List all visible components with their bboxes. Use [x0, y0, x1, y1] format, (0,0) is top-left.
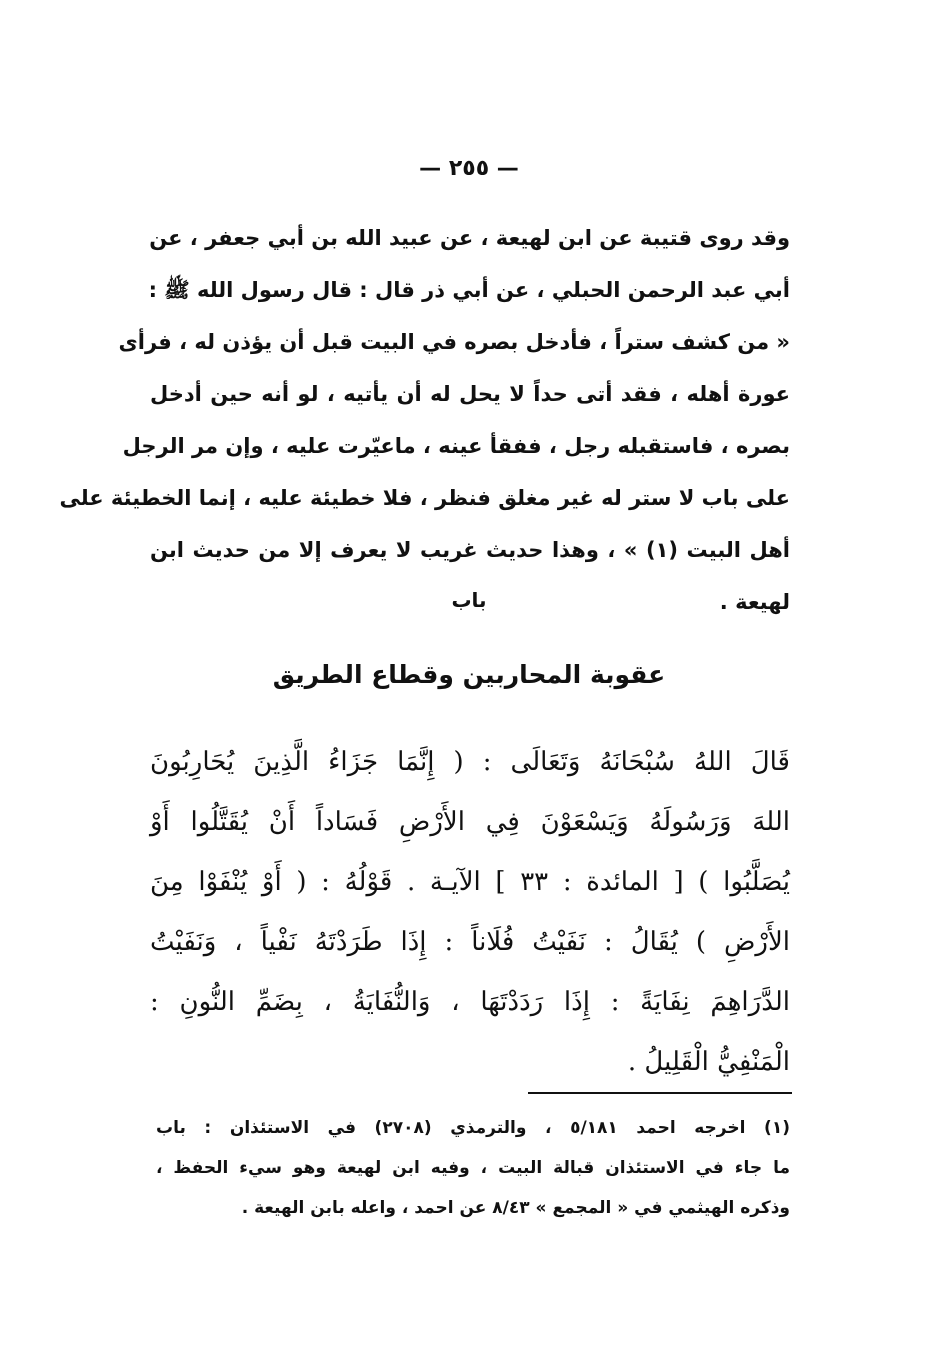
hadith-narration	[59, 212, 790, 628]
narration-line: أهل البيت (١) » ، وهذا حديث غريب لا يعرف إلا من حديث ابن	[150, 538, 790, 562]
footnote-divider	[528, 1092, 792, 1094]
commentary-line: الدَّرَاهِمَ نِفَايَةً : إِذَا رَدَدْتَهَا ، وَالنُّفَايَةُ ، بِضَمِّ النُّونِ :	[150, 987, 790, 1017]
narration-line: « من كشف ستراً ، فأدخل بصره في البيت قبل أن يؤذن له ، فرأى	[118, 330, 790, 354]
narration-line: بصره ، فاستقبله رجل ، ففقأ عينه ، ماعيّرت عليه ، وإن مر الرجل	[122, 434, 790, 458]
footnotes	[156, 1108, 790, 1228]
narration-line: على باب لا ستر له غير مغلق فنظر ، فلا خطيئة عليه ، إنما الخطيئة على	[59, 486, 790, 510]
footnote-line: (١) اخرجه احمد ٥/١٨١ ، والترمذي (٢٧٠٨) في الاستئذان : باب	[156, 1118, 790, 1138]
chapter-title: عقوبة المحاربين وقطاع الطريق	[272, 660, 666, 689]
narration-line: وقد روى قتيبة عن ابن لهيعة ، عن عبيد الله بن أبي جعفر ، عن	[149, 226, 790, 250]
commentary-line: اللهَ وَرَسُولَهُ وَيَسْعَوْنَ فِي الأَرْضِ فَسَاداً أَنْ يُقَتَّلُوا أَوْ	[150, 807, 790, 837]
narration-line: عورة أهله ، فقد أتى حداً لا يحل له أن يأتيه ، لو أنه حين أدخل	[150, 382, 790, 406]
page-number: — ٢٥٥ —	[419, 156, 519, 181]
footnote-line: وذكره الهيثمي في « المجمع » ٨/٤٣ عن احمد ، واعله بابن الهيعة .	[241, 1198, 790, 1218]
narration-line: لهيعة .	[719, 590, 790, 614]
quran-commentary	[150, 732, 790, 1092]
commentary-line: الْمَنْفِيُّ الْقَلِيلُ .	[627, 1047, 790, 1077]
chapter-label: باب	[451, 588, 487, 612]
footnote-line: ما جاء في الاستئذان قبالة البيت ، وفيه ابن لهيعة وهو سيء الحفظ ،	[156, 1158, 790, 1178]
commentary-line: يُصَلَّبُوا ) [ المائدة : ٣٣ ] الآيـة . قَوْلُهُ : ( أَوْ يُنْفَوْا مِنَ	[150, 867, 790, 897]
commentary-line: قَالَ اللهُ سُبْحَانَهُ وَتَعَالَى : ( إِنَّمَا جَزَاءُ الَّذِينَ يُحَارِبُونَ	[150, 747, 790, 777]
commentary-line: الأَرْضِ ) يُقَالُ : نَفَيْتُ فُلَاناً : إِذَا طَرَدْتَهُ نَفْياً ، وَنَفَيْتُ	[150, 927, 790, 957]
narration-line: أبي عبد الرحمن الحبلي ، عن أبي ذر قال : قال رسول الله ﷺ :	[148, 278, 790, 302]
